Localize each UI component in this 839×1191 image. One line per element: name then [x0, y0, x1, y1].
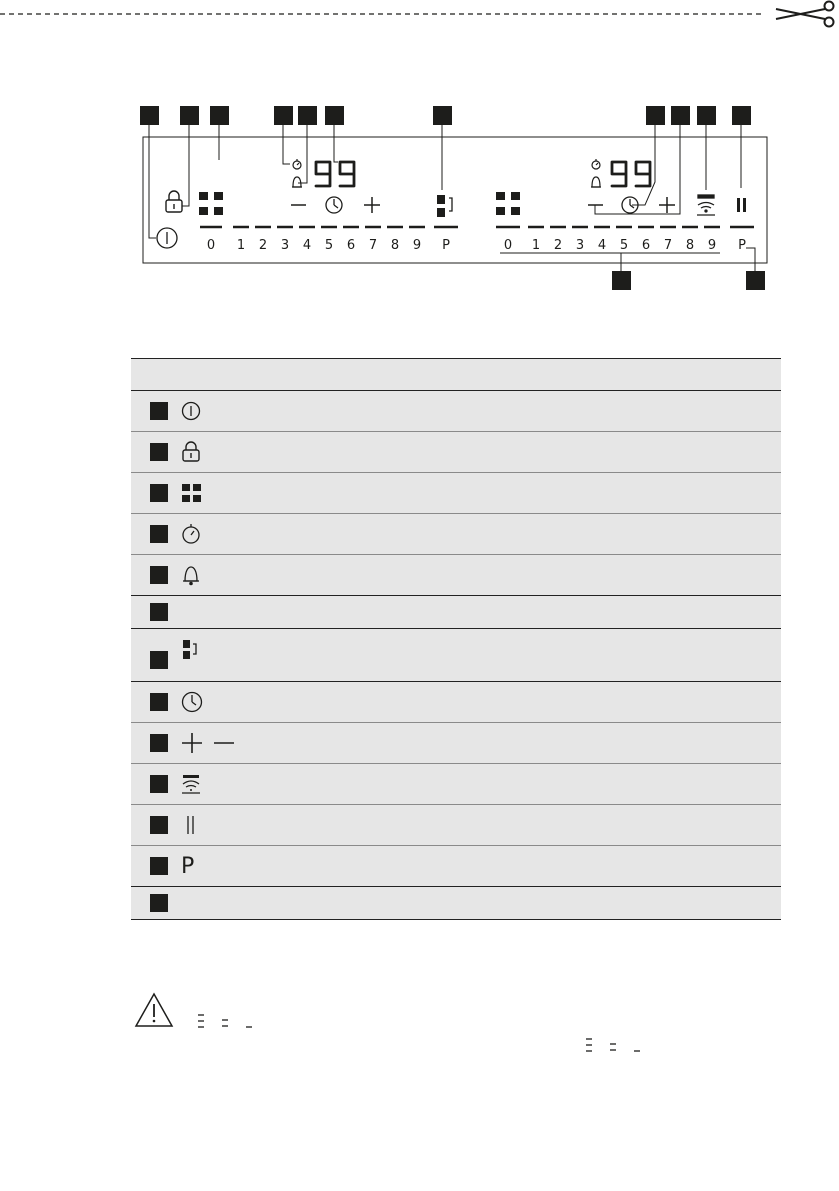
table-row: [131, 596, 781, 629]
right-power-level-8[interactable]: 8: [685, 238, 695, 253]
right-power-level-2[interactable]: 2: [553, 238, 563, 253]
pause-icon: [181, 812, 221, 838]
table-header: [131, 358, 781, 391]
cooking-zone-icon[interactable]: [199, 192, 223, 215]
right-power-level-4[interactable]: 4: [597, 238, 607, 253]
left-power-level-1[interactable]: 1: [236, 238, 246, 253]
table-row: [131, 846, 781, 887]
row-number-box: [150, 603, 168, 621]
row-number-box: [150, 857, 168, 875]
right-power-level-9[interactable]: 9: [707, 238, 717, 253]
left-power-level-2[interactable]: 2: [258, 238, 268, 253]
power-boost-letter: P: [181, 853, 195, 879]
table-row: [131, 805, 781, 846]
bell-icon: [181, 562, 221, 588]
left-power-level-0[interactable]: 0: [206, 238, 216, 253]
symbol-table: [131, 358, 781, 920]
left-power-level-4[interactable]: 4: [302, 238, 312, 253]
table-row: [131, 555, 781, 596]
bell-icon-right: [591, 177, 601, 187]
pause-icon[interactable]: [737, 198, 746, 212]
right-power-level-1[interactable]: 1: [531, 238, 541, 253]
right-power-level-5[interactable]: 5: [619, 238, 629, 253]
left-power-level-9[interactable]: 9: [412, 238, 422, 253]
row-number-box: [150, 816, 168, 834]
stopwatch-icon-right: [592, 159, 600, 169]
row-number-box: [150, 775, 168, 793]
right-power-boost[interactable]: P: [738, 238, 746, 253]
bridge-function-icon: [181, 637, 221, 663]
plus-icon[interactable]: [364, 197, 380, 213]
bell-icon: [292, 177, 302, 187]
power-boost-symbol: [181, 853, 221, 879]
right-power-level-6[interactable]: 6: [641, 238, 651, 253]
row-number-box: [150, 894, 168, 912]
left-power-level-6[interactable]: 6: [346, 238, 356, 253]
cooking-zone-icon: [181, 480, 221, 506]
table-row: [131, 432, 781, 473]
row-number-box: [150, 566, 168, 584]
hob-to-hood-icon: [181, 771, 221, 797]
control-panel-diagram: [0, 90, 839, 300]
bridge-function-icon[interactable]: [437, 195, 452, 217]
row-number-box: [150, 693, 168, 711]
timer-display-right: [612, 162, 650, 186]
stopwatch-icon: [181, 521, 221, 547]
cooking-zone-icon-right[interactable]: [496, 192, 520, 215]
left-power-boost[interactable]: P: [442, 238, 450, 253]
warning-triangle-icon: [134, 992, 174, 1028]
power-icon: [181, 398, 221, 424]
timer-clock-icon: [181, 689, 221, 715]
row-number-box: [150, 484, 168, 502]
table-row: [131, 629, 781, 682]
left-power-level-5[interactable]: 5: [324, 238, 334, 253]
table-row: [131, 514, 781, 555]
row-number-box: [150, 525, 168, 543]
table-row: [131, 391, 781, 432]
segment-glyphs-2: [584, 1036, 648, 1056]
left-power-level-8[interactable]: 8: [390, 238, 400, 253]
scissors-icon: [776, 2, 834, 27]
cut-line: [0, 0, 839, 30]
row-number-box: [150, 734, 168, 752]
table-row: [131, 723, 781, 764]
power-icon[interactable]: [157, 228, 177, 248]
lock-icon: [181, 439, 221, 465]
table-row: [131, 682, 781, 723]
left-power-level-3[interactable]: 3: [280, 238, 290, 253]
hob-to-hood-icon[interactable]: [697, 195, 715, 215]
row-number-box: [150, 443, 168, 461]
stopwatch-icon: [293, 159, 301, 169]
plus-icon-right[interactable]: [659, 197, 675, 213]
plus-minus-icon: [181, 730, 221, 756]
left-power-level-7[interactable]: 7: [368, 238, 378, 253]
right-power-level-3[interactable]: 3: [575, 238, 585, 253]
table-row: [131, 764, 781, 805]
table-row: [131, 473, 781, 514]
right-power-level-0[interactable]: 0: [503, 238, 513, 253]
table-row: [131, 887, 781, 920]
segment-glyphs: [196, 1012, 260, 1032]
lock-icon[interactable]: [166, 191, 182, 212]
timer-clock-icon[interactable]: [326, 197, 342, 213]
row-number-box: [150, 402, 168, 420]
right-power-level-7[interactable]: 7: [663, 238, 673, 253]
row-number-box: [150, 651, 168, 669]
timer-display: [316, 162, 354, 186]
